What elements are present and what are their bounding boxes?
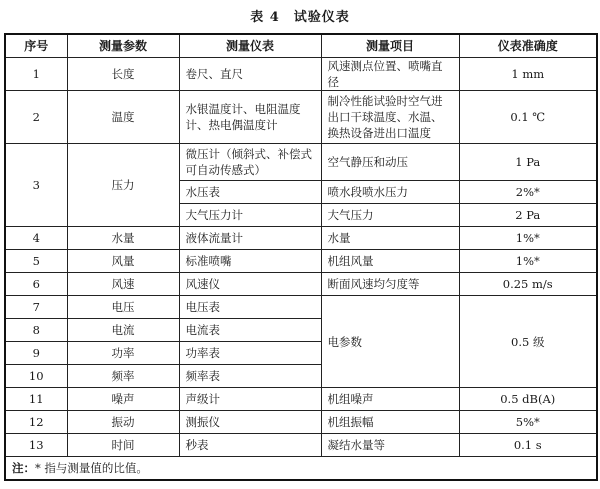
cell-accuracy: 1%* bbox=[459, 250, 597, 273]
cell-param: 风量 bbox=[67, 250, 179, 273]
instrument-table bbox=[4, 33, 598, 481]
cell-param: 长度 bbox=[67, 58, 179, 91]
note-text: * 指与测量值的比值。 bbox=[35, 461, 148, 475]
cell-param: 电压 bbox=[67, 296, 179, 319]
cell-instrument: 标准喷嘴 bbox=[179, 250, 321, 273]
cell-seq: 12 bbox=[5, 411, 67, 434]
table-row bbox=[5, 144, 597, 181]
table-note bbox=[5, 457, 597, 481]
cell-accuracy: 0.1 s bbox=[459, 434, 597, 457]
cell-param: 水量 bbox=[67, 227, 179, 250]
cell-accuracy: 0.25 m/s bbox=[459, 273, 597, 296]
table-row bbox=[5, 273, 597, 296]
table-row bbox=[5, 296, 597, 319]
cell-param: 频率 bbox=[67, 365, 179, 388]
cell-instrument: 电流表 bbox=[179, 319, 321, 342]
cell-accuracy: 0.5 级 bbox=[459, 296, 597, 388]
header-instrument: 测量仪表 bbox=[179, 34, 321, 58]
cell-instrument: 功率表 bbox=[179, 342, 321, 365]
cell-param: 时间 bbox=[67, 434, 179, 457]
header-accuracy: 仪表准确度 bbox=[459, 34, 597, 58]
cell-seq: 7 bbox=[5, 296, 67, 319]
cell-param: 风速 bbox=[67, 273, 179, 296]
header-item: 测量项目 bbox=[321, 34, 459, 58]
cell-instrument: 频率表 bbox=[179, 365, 321, 388]
table-row bbox=[5, 434, 597, 457]
cell-param: 温度 bbox=[67, 91, 179, 144]
cell-instrument: 风速仪 bbox=[179, 273, 321, 296]
table-row bbox=[5, 58, 597, 91]
cell-param: 压力 bbox=[67, 144, 179, 227]
cell-param: 噪声 bbox=[67, 388, 179, 411]
cell-instrument: 秒表 bbox=[179, 434, 321, 457]
cell-instrument: 大气压力计 bbox=[179, 204, 321, 227]
cell-accuracy: 5%* bbox=[459, 411, 597, 434]
cell-seq: 13 bbox=[5, 434, 67, 457]
cell-item: 大气压力 bbox=[321, 204, 459, 227]
cell-instrument: 卷尺、直尺 bbox=[179, 58, 321, 91]
table-row bbox=[5, 388, 597, 411]
table-row bbox=[5, 250, 597, 273]
cell-item: 凝结水量等 bbox=[321, 434, 459, 457]
cell-instrument: 电压表 bbox=[179, 296, 321, 319]
cell-seq: 8 bbox=[5, 319, 67, 342]
cell-seq: 3 bbox=[5, 144, 67, 227]
cell-seq: 11 bbox=[5, 388, 67, 411]
cell-item: 机组噪声 bbox=[321, 388, 459, 411]
cell-seq: 4 bbox=[5, 227, 67, 250]
cell-instrument: 微压计（倾斜式、补偿式可自动传感式） bbox=[179, 144, 321, 181]
cell-param: 电流 bbox=[67, 319, 179, 342]
header-param: 测量参数 bbox=[67, 34, 179, 58]
note-row bbox=[5, 457, 597, 481]
cell-accuracy: 0.1 ℃ bbox=[459, 91, 597, 144]
cell-param: 功率 bbox=[67, 342, 179, 365]
cell-item: 制冷性能试验时空气进出口干球温度、水温、换热设备进出口温度 bbox=[321, 91, 459, 144]
cell-item: 喷水段喷水压力 bbox=[321, 181, 459, 204]
cell-item: 空气静压和动压 bbox=[321, 144, 459, 181]
cell-instrument: 水压表 bbox=[179, 181, 321, 204]
cell-param: 振动 bbox=[67, 411, 179, 434]
cell-seq: 1 bbox=[5, 58, 67, 91]
cell-item: 风速测点位置、喷嘴直径 bbox=[321, 58, 459, 91]
cell-accuracy: 1 Pa bbox=[459, 144, 597, 181]
cell-seq: 2 bbox=[5, 91, 67, 144]
cell-accuracy: 0.5 dB(A) bbox=[459, 388, 597, 411]
table-row bbox=[5, 411, 597, 434]
header-row bbox=[5, 34, 597, 58]
cell-seq: 5 bbox=[5, 250, 67, 273]
cell-item: 机组振幅 bbox=[321, 411, 459, 434]
header-seq: 序号 bbox=[5, 34, 67, 58]
cell-accuracy: 1%* bbox=[459, 227, 597, 250]
cell-instrument: 声级计 bbox=[179, 388, 321, 411]
cell-item: 机组风量 bbox=[321, 250, 459, 273]
cell-item: 电参数 bbox=[321, 296, 459, 388]
table-row bbox=[5, 227, 597, 250]
cell-item: 水量 bbox=[321, 227, 459, 250]
table-row bbox=[5, 91, 597, 144]
table-caption: 表 4 试验仪表 bbox=[250, 10, 350, 25]
cell-accuracy: 2%* bbox=[459, 181, 597, 204]
cell-instrument: 测振仪 bbox=[179, 411, 321, 434]
note-label: 注： bbox=[12, 461, 35, 475]
cell-item: 断面风速均匀度等 bbox=[321, 273, 459, 296]
cell-instrument: 水银温度计、电阻温度计、热电偶温度计 bbox=[179, 91, 321, 144]
cell-instrument: 液体流量计 bbox=[179, 227, 321, 250]
cell-accuracy: 1 mm bbox=[459, 58, 597, 91]
cell-seq: 10 bbox=[5, 365, 67, 388]
cell-seq: 9 bbox=[5, 342, 67, 365]
cell-seq: 6 bbox=[5, 273, 67, 296]
cell-accuracy: 2 Pa bbox=[459, 204, 597, 227]
